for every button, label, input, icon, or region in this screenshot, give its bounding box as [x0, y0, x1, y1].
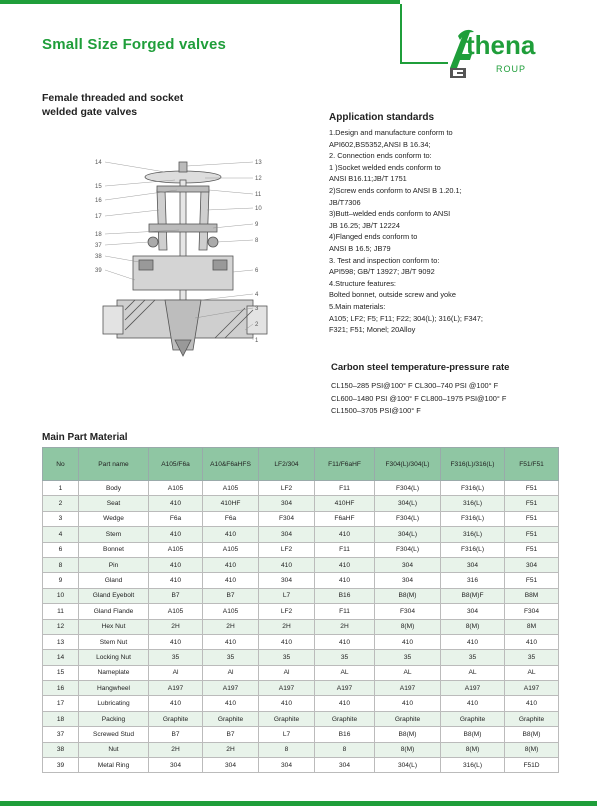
table-cell: 410 [505, 696, 559, 711]
table-header-row [43, 448, 559, 481]
header-corner-line [400, 4, 402, 64]
table-cell: Gland Eyebolt [79, 588, 149, 603]
table-cell: 410 [375, 696, 441, 711]
table-cell: 304 [149, 758, 203, 773]
table-cell: 410 [315, 573, 375, 588]
table-cell: A197 [315, 681, 375, 696]
table-cell: 410 [441, 696, 505, 711]
table-cell: 304 [259, 758, 315, 773]
callout-18: 18 [95, 232, 102, 238]
table-cell: 410 [259, 696, 315, 711]
table-cell: AL [441, 665, 505, 680]
table-cell: F304 [375, 604, 441, 619]
application-standards-list [329, 127, 589, 336]
table-cell: A197 [203, 681, 259, 696]
application-standards-heading: Application standards [329, 112, 435, 123]
column-header: No [43, 448, 79, 481]
table-cell: 410 [149, 557, 203, 572]
table-cell: 304 [505, 557, 559, 572]
callout-17: 17 [95, 214, 102, 220]
table-cell: 410 [203, 634, 259, 649]
table-cell: 35 [375, 650, 441, 665]
table-cell: 8(M) [505, 742, 559, 757]
table-cell: 8 [259, 742, 315, 757]
table-cell: B7 [203, 727, 259, 742]
table-cell: 410 [149, 573, 203, 588]
subtitle-line: welded gate valves [42, 106, 138, 118]
table-cell: B8(M)F [441, 588, 505, 603]
table-cell: 316(L) [441, 758, 505, 773]
table-cell: F6a [203, 511, 259, 526]
table-row [43, 557, 559, 572]
table-cell: 35 [203, 650, 259, 665]
subtitle-line: Female threaded and socket [42, 92, 184, 104]
table-row [43, 665, 559, 680]
table-cell: Hangwheel [79, 681, 149, 696]
callout-37: 37 [95, 243, 102, 249]
table-cell: A105 [203, 542, 259, 557]
application-line: API598; GB/T 13927; JB/T 9092 [329, 267, 435, 277]
table-cell: Stem Nut [79, 634, 149, 649]
table-cell: F316(L) [441, 481, 505, 496]
table-cell: B7 [149, 727, 203, 742]
carbon-line: CL1500–3705 PSI@100° F [331, 406, 421, 415]
header-corner-line-horizontal [400, 62, 448, 64]
table-cell: 2H [315, 619, 375, 634]
table-row [43, 681, 559, 696]
table-cell: 316 [441, 573, 505, 588]
table-cell: 38 [43, 742, 79, 757]
application-line: API602,BS5352,ANSI B 16.34; [329, 139, 431, 149]
table-cell: F316(L) [441, 511, 505, 526]
table-cell: Graphite [375, 711, 441, 726]
table-cell: Graphite [203, 711, 259, 726]
table-cell: 304(L) [375, 758, 441, 773]
application-line: 3)Butt–welded ends conform to ANSI [329, 209, 451, 219]
table-cell: 304 [375, 557, 441, 572]
table-cell: 17 [43, 696, 79, 711]
table-cell: 304 [441, 604, 505, 619]
table-cell: B8(M) [441, 727, 505, 742]
table-cell: 316(L) [441, 496, 505, 511]
table-cell: 35 [259, 650, 315, 665]
application-line: F321; F51; Monel; 20Alloy [329, 325, 416, 335]
table-cell: 2H [203, 742, 259, 757]
table-cell: 304 [259, 527, 315, 542]
table-cell: AL [315, 665, 375, 680]
table-cell: Bonnet [79, 542, 149, 557]
table-cell: 8(M) [375, 619, 441, 634]
application-line: 1.Design and manufacture conform to [329, 128, 453, 137]
table-cell: LF2 [259, 481, 315, 496]
table-cell: A197 [505, 681, 559, 696]
table-cell: Graphite [441, 711, 505, 726]
column-header: Part name [79, 448, 149, 481]
table-cell: 304 [259, 573, 315, 588]
callout-2: 2 [255, 322, 259, 328]
table-body [43, 481, 559, 773]
table-cell: 8(M) [375, 742, 441, 757]
callout-11: 11 [255, 192, 262, 198]
top-accent-bar [0, 0, 400, 4]
application-line: Bolted bonnet, outside screw and yoke [329, 290, 456, 300]
table-cell: A197 [149, 681, 203, 696]
column-header: A10&F6aHFS [203, 448, 259, 481]
callout-4: 4 [255, 292, 259, 298]
table-cell: F6a [149, 511, 203, 526]
valve-subtitle [42, 91, 242, 119]
table-cell: Gland Flande [79, 604, 149, 619]
table-cell: A197 [375, 681, 441, 696]
table-cell: 6 [43, 542, 79, 557]
table-cell: A197 [441, 681, 505, 696]
table-cell: 8(M) [441, 742, 505, 757]
table-cell: A105 [149, 481, 203, 496]
application-line: JB/T7306 [329, 197, 361, 207]
table-cell: 37 [43, 727, 79, 742]
table-cell: B7 [149, 588, 203, 603]
carbon-steel-heading: Carbon steel temperature-pressure rate [331, 362, 510, 373]
table-cell: AL [505, 665, 559, 680]
table-cell: 3 [43, 511, 79, 526]
table-cell: F51 [505, 511, 559, 526]
table-cell: 2H [259, 619, 315, 634]
table-cell: 410 [315, 696, 375, 711]
table-cell: 410 [259, 557, 315, 572]
carbon-steel-ratings [331, 380, 506, 418]
carbon-line: CL150–285 PSI@100° F CL300–740 PSI @100° F [331, 381, 499, 390]
table-cell: 18 [43, 711, 79, 726]
table-cell: 410 [315, 527, 375, 542]
application-line: 2. Connection ends conform to: [329, 151, 432, 161]
table-cell: Pin [79, 557, 149, 572]
table-cell: 13 [43, 634, 79, 649]
table-cell: Nameplate [79, 665, 149, 680]
table-cell: 39 [43, 758, 79, 773]
callout-6: 6 [255, 268, 259, 274]
table-cell: Graphite [149, 711, 203, 726]
table-cell: F11 [315, 604, 375, 619]
table-row [43, 711, 559, 726]
callout-39: 39 [95, 268, 102, 274]
table-cell: F316(L) [441, 542, 505, 557]
callout-3: 3 [255, 306, 259, 312]
table-cell: 14 [43, 650, 79, 665]
table-cell: 304 [441, 557, 505, 572]
table-cell: 304(L) [375, 496, 441, 511]
table-cell: F51 [505, 527, 559, 542]
column-header: A105/F6a [149, 448, 203, 481]
table-cell: A105 [149, 542, 203, 557]
table-cell: Gland [79, 573, 149, 588]
table-row [43, 758, 559, 773]
table-cell: 410 [203, 557, 259, 572]
table-cell: Al [259, 665, 315, 680]
table-row [43, 742, 559, 757]
application-line: ANSI B 16.5; JB79 [329, 243, 391, 253]
table-cell: 410 [149, 634, 203, 649]
callout-9: 9 [255, 222, 259, 228]
table-cell: 410 [315, 557, 375, 572]
table-cell: 2H [203, 619, 259, 634]
bottom-accent-bar [0, 801, 597, 806]
table-cell: Stem [79, 527, 149, 542]
table-cell: Al [203, 665, 259, 680]
table-cell: 35 [441, 650, 505, 665]
table-cell: Screwed Stud [79, 727, 149, 742]
table-row [43, 481, 559, 496]
table-cell: Al [149, 665, 203, 680]
table-cell: 304 [375, 573, 441, 588]
table-cell: F304(L) [375, 542, 441, 557]
table-cell: 410 [149, 527, 203, 542]
table-row [43, 496, 559, 511]
callout-13: 13 [255, 160, 262, 166]
table-cell: AL [375, 665, 441, 680]
application-line: 4.Structure features: [329, 278, 396, 288]
application-line: 2)Screw ends conform to ANSI B 1.20.1; [329, 185, 462, 195]
column-header: F51/F51 [505, 448, 559, 481]
table-cell: Seat [79, 496, 149, 511]
application-line: ANSI B16.11;JB/T 1751 [329, 174, 407, 184]
table-cell: 2H [149, 742, 203, 757]
callout-15: 15 [95, 184, 102, 190]
table-cell: 2H [149, 619, 203, 634]
table-cell: Nut [79, 742, 149, 757]
application-line: 3. Test and inspection conform to: [329, 255, 440, 265]
main-part-material-heading: Main Part Material [42, 432, 128, 443]
table-row [43, 604, 559, 619]
application-line: 5.Main materials: [329, 301, 386, 311]
table-cell: 11 [43, 604, 79, 619]
table-cell: F51D [505, 758, 559, 773]
callout-12: 12 [255, 176, 262, 182]
table-cell: 16 [43, 681, 79, 696]
table-row [43, 573, 559, 588]
column-header: F316(L)/316(L) [441, 448, 505, 481]
column-header: F304(L)/304(L) [375, 448, 441, 481]
application-line: 1 )Socket welded ends conform to [329, 162, 441, 172]
table-cell: F304 [259, 511, 315, 526]
table-cell: 2 [43, 496, 79, 511]
table-cell: F6aHF [315, 511, 375, 526]
table-cell: Graphite [505, 711, 559, 726]
column-header: LF2/304 [259, 448, 315, 481]
table-cell: 10 [43, 588, 79, 603]
table-cell: 410HF [203, 496, 259, 511]
table-cell: A105 [149, 604, 203, 619]
callout-38: 38 [95, 254, 102, 260]
table-cell: 410 [315, 634, 375, 649]
table-cell: F304(L) [375, 511, 441, 526]
table-row [43, 727, 559, 742]
table-cell: 410 [149, 696, 203, 711]
callout-10: 10 [255, 206, 262, 212]
table-cell: 8 [43, 557, 79, 572]
callout-1: 1 [255, 338, 259, 344]
table-cell: B16 [315, 588, 375, 603]
table-cell: 410 [203, 573, 259, 588]
table-cell: F51 [505, 481, 559, 496]
table-cell: Graphite [259, 711, 315, 726]
table-cell: 410 [505, 634, 559, 649]
application-line: JB 16.25; JB/T 12224 [329, 220, 400, 230]
table-cell: 8(M) [441, 619, 505, 634]
table-cell: Packing [79, 711, 149, 726]
table-cell: Body [79, 481, 149, 496]
table-cell: 304(L) [375, 527, 441, 542]
column-header: F11/F6aHF [315, 448, 375, 481]
gate-valve-cross-section-diagram [95, 150, 275, 375]
callout-8: 8 [255, 238, 259, 244]
table-cell: 410 [441, 634, 505, 649]
table-cell: B16 [315, 727, 375, 742]
table-cell: Graphite [315, 711, 375, 726]
table-cell: 410 [259, 634, 315, 649]
table-cell: 410 [203, 527, 259, 542]
table-cell: B8(M) [505, 727, 559, 742]
table-cell: LF2 [259, 604, 315, 619]
table-cell: 9 [43, 573, 79, 588]
table-cell: 35 [315, 650, 375, 665]
table-row [43, 527, 559, 542]
table-cell: 35 [505, 650, 559, 665]
page-title: Small Size Forged valves [42, 36, 227, 53]
table-cell: F304 [505, 604, 559, 619]
callout-16: 16 [95, 198, 102, 204]
table-cell: 8 [315, 742, 375, 757]
table-cell: Metal Ring [79, 758, 149, 773]
application-line: 4)Flanged ends conform to [329, 232, 418, 242]
carbon-line: CL600–1480 PSI @100° F CL800–1975 PSI@100° F [331, 393, 507, 403]
table-cell: A105 [203, 481, 259, 496]
table-cell: F11 [315, 542, 375, 557]
table-cell: 1 [43, 481, 79, 496]
table-row [43, 542, 559, 557]
table-cell: 410HF [315, 496, 375, 511]
table-cell: L7 [259, 588, 315, 603]
table-cell: B8M [505, 588, 559, 603]
table-cell: 35 [149, 650, 203, 665]
table-cell: 8M [505, 619, 559, 634]
table-row [43, 696, 559, 711]
application-line: A105; LF2; F5; F11; F22; 304(L); 316(L); F347; [329, 313, 483, 323]
table-cell: F304(L) [375, 481, 441, 496]
table-row [43, 650, 559, 665]
table-cell: F51 [505, 496, 559, 511]
table-cell: F11 [315, 481, 375, 496]
table-cell: B7 [203, 588, 259, 603]
table-cell: B8(M) [375, 588, 441, 603]
table-cell: 304 [259, 496, 315, 511]
table-cell: 410 [149, 496, 203, 511]
logo-wordmark: thena [466, 30, 536, 60]
material-table [42, 447, 559, 773]
logo-subtext: ROUP [496, 64, 527, 74]
table-cell: F51 [505, 542, 559, 557]
table-cell: 304 [203, 758, 259, 773]
table-cell: 15 [43, 665, 79, 680]
table-cell: B8(M) [375, 727, 441, 742]
table-cell: A105 [203, 604, 259, 619]
table-cell: Hex Nut [79, 619, 149, 634]
table-cell: Wedge [79, 511, 149, 526]
table-row [43, 634, 559, 649]
table-cell: Locking Nut [79, 650, 149, 665]
table-cell: A197 [259, 681, 315, 696]
table-row [43, 511, 559, 526]
table-cell: LF2 [259, 542, 315, 557]
table-cell: 4 [43, 527, 79, 542]
table-cell: L7 [259, 727, 315, 742]
table-cell: 410 [203, 696, 259, 711]
table-cell: 410 [375, 634, 441, 649]
table-cell: 316(L) [441, 527, 505, 542]
table-cell: 12 [43, 619, 79, 634]
table-row [43, 588, 559, 603]
table-cell: Lubricating [79, 696, 149, 711]
table-cell: F51 [505, 573, 559, 588]
table-row [43, 619, 559, 634]
callout-14: 14 [95, 160, 102, 166]
table-cell: 304 [315, 758, 375, 773]
